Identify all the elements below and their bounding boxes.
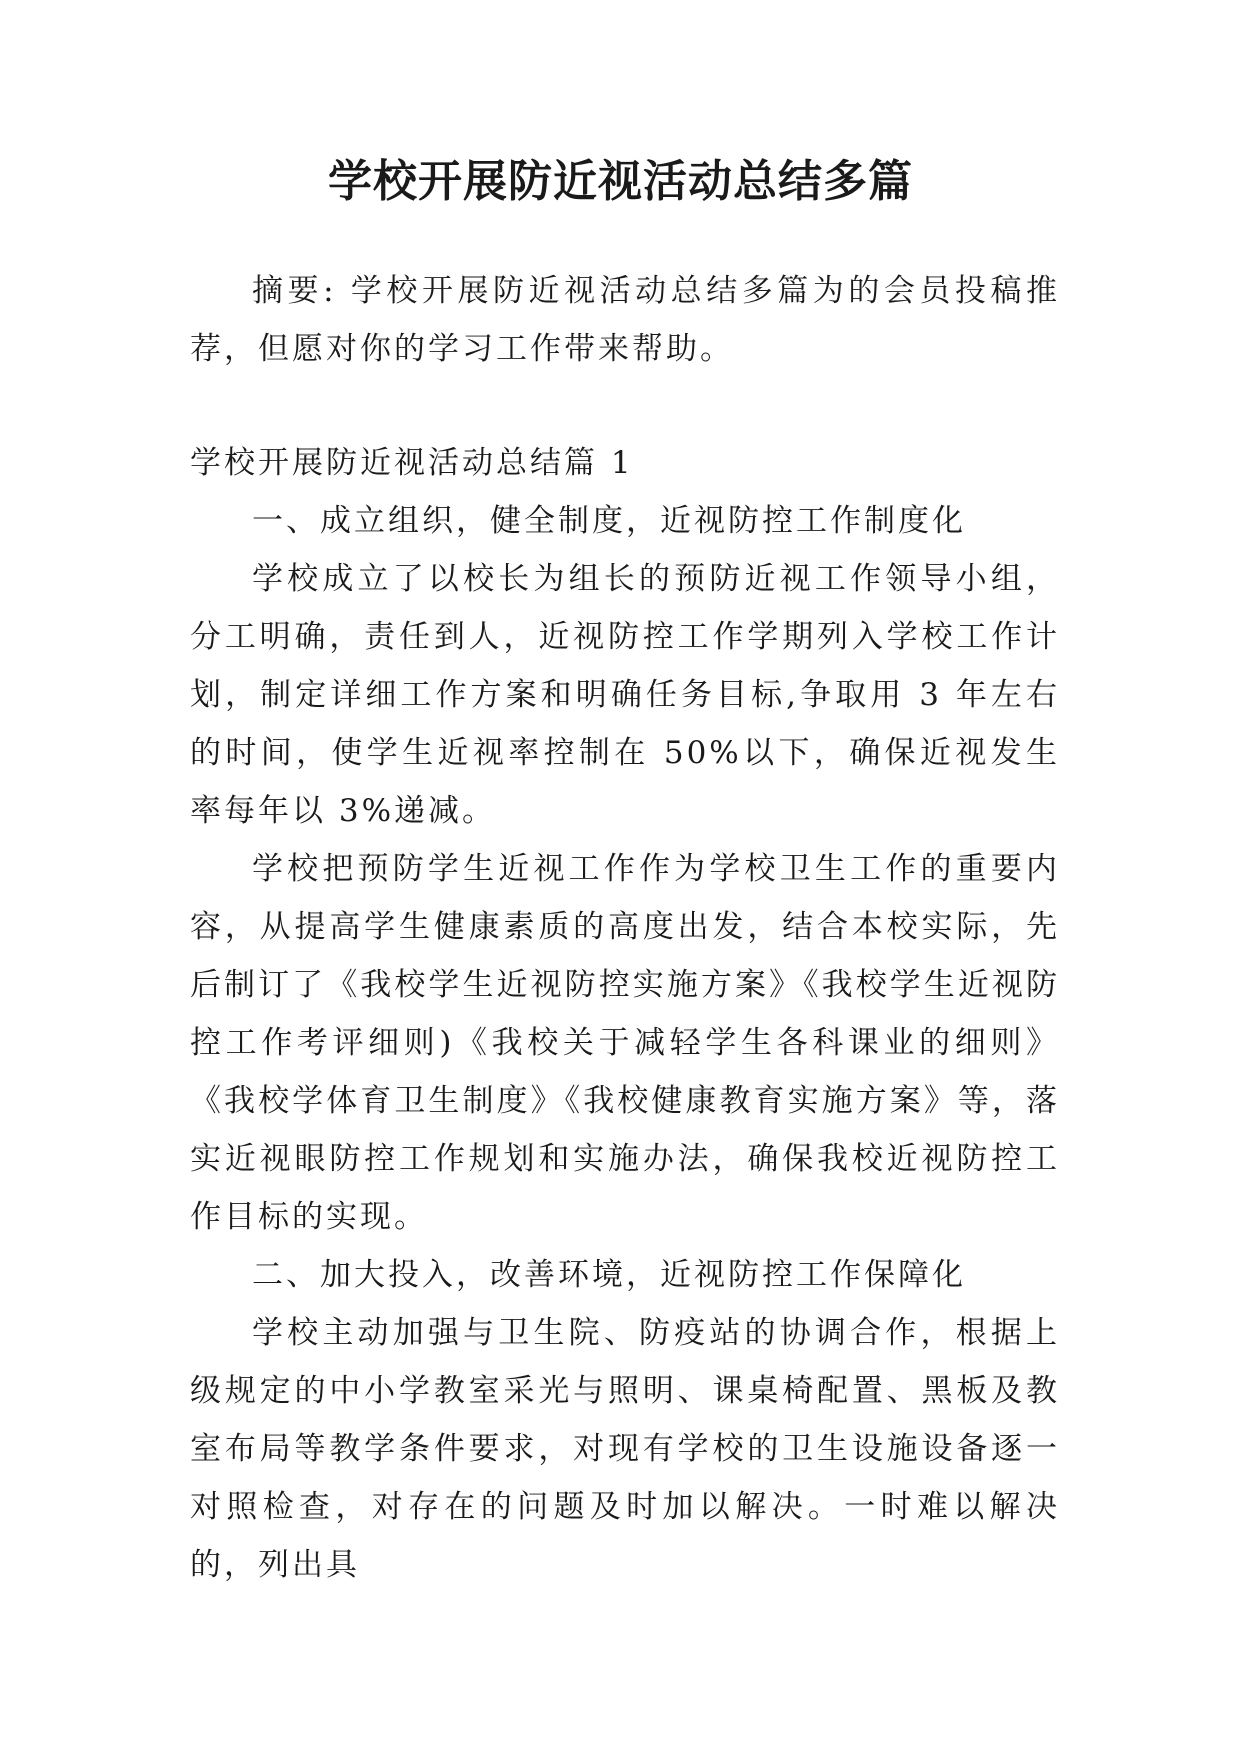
body-paragraph-3: 学校主动加强与卫生院、防疫站的协调合作，根据上级规定的中小学教室采光与照明、课桌椅配置、黑板及教室布局等教学条件要求，对现有学校的卫生设施设备逐一对照检查，对存在的问题及时加以解决。一时难以解决的，列出具	[190, 1315, 1060, 1583]
document-title: 学校开展防近视活动总结多篇	[328, 156, 913, 207]
section-heading: 学校开展防近视活动总结篇 1	[190, 445, 634, 481]
document-body	[190, 262, 1060, 1594]
body-paragraph-1: 学校成立了以校长为组长的预防近视工作领导小组，分工明确，责任到人，近视防控工作学期列入学校工作计划，制定详细工作方案和明确任务目标,争取用 3 年左右的时间，使学生近视率控制在 50%以下，确保近视发生率每年以 3%递减。	[190, 561, 1060, 829]
body-paragraph-2: 学校把预防学生近视工作作为学校卫生工作的重要内容，从提高学生健康素质的高度出发，结合本校实际，先后制订了《我校学生近视防控实施方案》《我校学生近视防控工作考评细则)《我校关于减轻学生各科课业的细则》《我校学体育卫生制度》《我校健康教育实施方案》等，落实近视眼防控工作规划和实施办法，确保我校近视防控工作目标的实现。	[190, 851, 1060, 1235]
abstract-paragraph: 摘要: 学校开展防近视活动总结多篇为的会员投稿推荐，但愿对你的学习工作带来帮助。	[190, 273, 1060, 367]
subheading-2: 二、加大投入，改善环境，近视防控工作保障化	[252, 1257, 966, 1293]
subheading-1: 一、成立组织，健全制度，近视防控工作制度化	[252, 503, 966, 539]
